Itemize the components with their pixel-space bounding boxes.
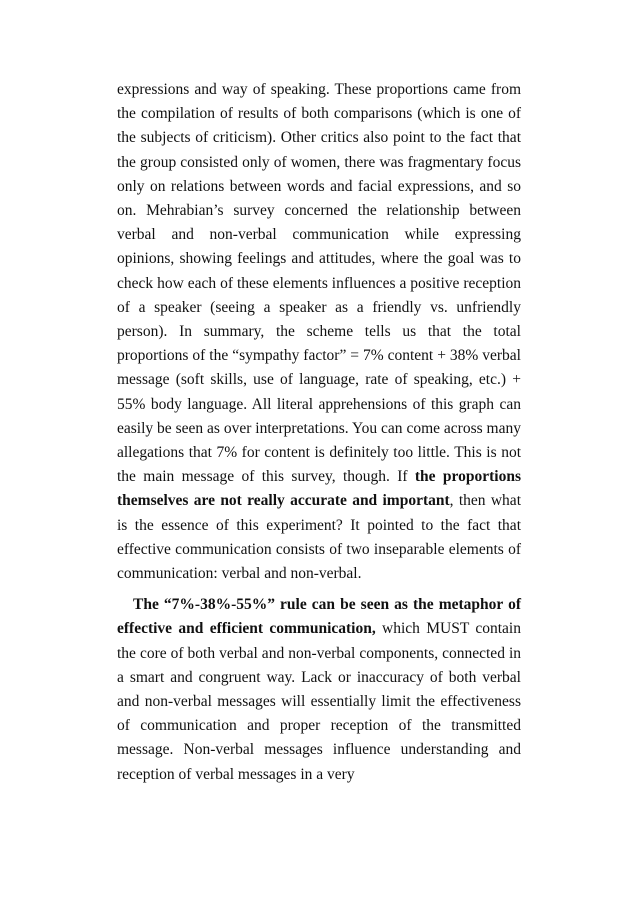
document-page <box>117 78 521 787</box>
paragraph-rule-text: which MUST contain the core of both verbal and non-verbal components, connected in a smart and congruent way. Lack or inaccuracy of both verbal and non-verbal messages will essentially limit the effectiveness of communication and proper reception of the transmitted message. Non-verbal messages influence understanding and reception of verbal messages in a very <box>117 620 521 783</box>
paragraph-critique-text-end: , then what is the essence of this experiment? It pointed to the fact that effective communication consists of two inseparable elements of communication: verbal and non-verbal. <box>117 492 521 583</box>
paragraph-critique <box>117 78 521 586</box>
paragraph-critique-emphasis: the proportions themselves are not really accurate and important <box>117 468 521 510</box>
paragraph-rule-emphasis: The “7%-38%-55%” rule can be seen as the metaphor of effective and efficient communication, <box>117 596 521 638</box>
paragraph-critique-text-start: expressions and way of speaking. These proportions came from the compilation of results of both comparisons (which is one of the subjects of criticism). Other critics also point to the fact that the group consisted only of women, there was fragmentary focus only on relations between words and facial expressions, and so on. Mehrabian’s survey concerned the relationship between verbal and non-verbal communication while expressing opinions, showing feelings and attitudes, where the goal was to check how each of these elements influences a positive reception of a speaker (seeing a speaker as a friendly vs. unfriendly person). In summary, the scheme tells us that the total proportions of the “sympathy factor” = 7% content + 38% verbal message (soft skills, use of language, rate of speaking, etc.) + 55% body language. All literal apprehensions of this graph can easily be seen as over interpretations. You can come across many allegations that 7% for content is definitely too little. This is not the main message of this survey, though. If <box>117 81 521 486</box>
paragraph-rule-metaphor <box>117 593 521 787</box>
